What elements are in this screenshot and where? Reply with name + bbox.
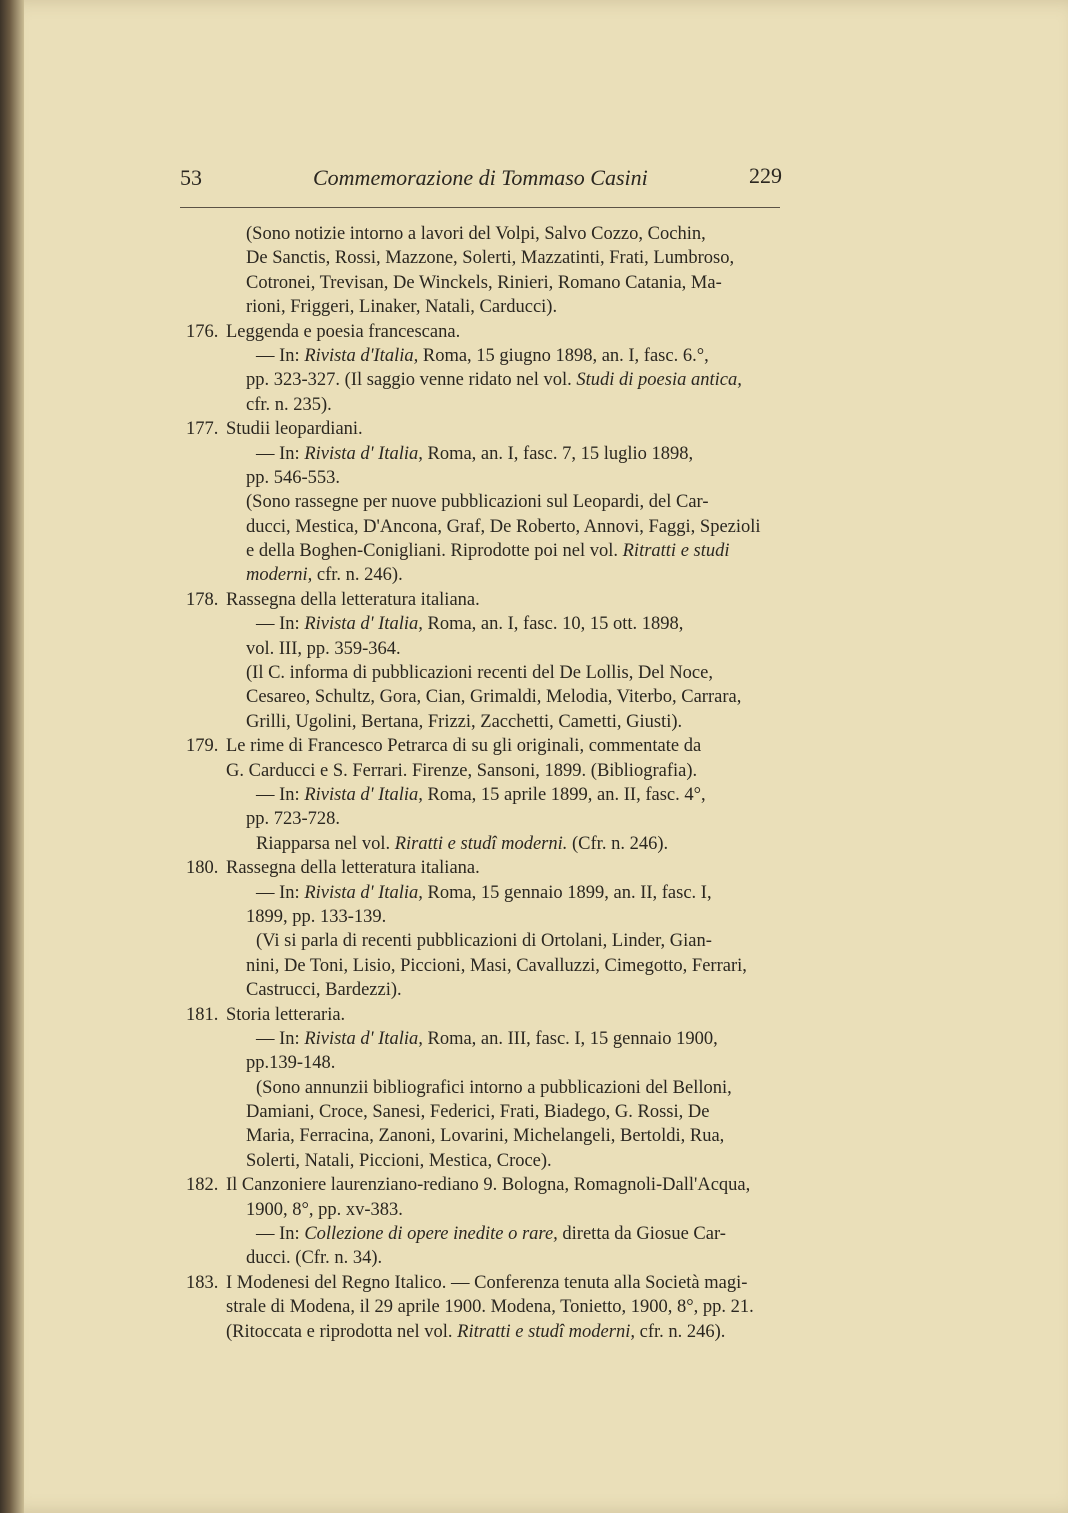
text-line bbox=[186, 344, 790, 368]
line-text: cfr. n. 246). bbox=[312, 565, 403, 586]
page-number-right: 229 bbox=[749, 163, 782, 188]
text-line bbox=[186, 1124, 790, 1148]
line-text: Le rime di Francesco Petrarca di su gli originali, commentate da bbox=[226, 736, 702, 757]
italic-title: Riratti e studî moderni. bbox=[394, 833, 568, 854]
italic-title: Rivista d' Italia, bbox=[304, 882, 423, 903]
text-line bbox=[186, 539, 790, 563]
line-text: Roma, 15 giugno 1898, an. I, fasc. 6.°, bbox=[418, 345, 709, 366]
text-line bbox=[186, 515, 790, 539]
text-line bbox=[186, 1320, 790, 1344]
line-text: Solerti, Natali, Piccioni, Mestica, Croce). bbox=[246, 1150, 552, 1171]
line-text: pp. 723-728. bbox=[246, 809, 341, 830]
text-line bbox=[186, 1100, 790, 1124]
line-text: Grilli, Ugolini, Bertana, Frizzi, Zacchetti, Cametti, Giusti). bbox=[246, 711, 683, 732]
text-line bbox=[186, 637, 790, 661]
text-line bbox=[186, 442, 790, 466]
text-line bbox=[186, 1173, 790, 1197]
line-text: (Il C. informa di pubblicazioni recenti del De Lollis, Del Noce, bbox=[246, 663, 713, 684]
text-line bbox=[186, 222, 790, 246]
book-spine-shadow bbox=[0, 0, 24, 1513]
text-line bbox=[186, 1222, 790, 1246]
text-line bbox=[186, 832, 790, 856]
text-line bbox=[186, 881, 790, 905]
line-text: (Cfr. n. 246). bbox=[567, 833, 669, 854]
italic-title: Studi di poesia antica, bbox=[576, 370, 742, 391]
italic-title: Ritratti e studî moderni, bbox=[457, 1321, 635, 1342]
text-line bbox=[186, 1003, 790, 1027]
line-text: Roma, an. I, fasc. 7, 15 luglio 1898, bbox=[422, 443, 694, 464]
italic-title: Rivista d'Italia, bbox=[304, 345, 419, 366]
entry-number: 176. bbox=[186, 321, 219, 342]
text-line bbox=[186, 246, 790, 270]
line-text: pp. 546-553. bbox=[246, 467, 341, 488]
line-text: strale di Modena, il 29 aprile 1900. Modena, Tonietto, 1900, 8°, pp. 21. bbox=[226, 1297, 754, 1318]
line-text: — In: bbox=[256, 882, 305, 903]
line-text: De Sanctis, Rossi, Mazzone, Solerti, Mazzatinti, Frati, Lumbroso, bbox=[246, 248, 735, 269]
italic-title: Rivista d' Italia, bbox=[304, 614, 423, 635]
text-line bbox=[186, 661, 790, 685]
line-text: Il Canzoniere laurenziano-rediano 9. Bologna, Romagnoli-Dall'Acqua, bbox=[226, 1175, 751, 1196]
text-line bbox=[186, 1027, 790, 1051]
text-line bbox=[186, 710, 790, 734]
line-text: — In: bbox=[256, 443, 305, 464]
text-line bbox=[186, 1271, 790, 1295]
entry-number: 182. bbox=[186, 1175, 219, 1196]
line-text: Cesareo, Schultz, Gora, Cian, Grimaldi, Melodia, Viterbo, Carrara, bbox=[246, 687, 742, 708]
line-text: pp. 323-327. (Il saggio venne ridato nel vol. bbox=[246, 370, 577, 391]
line-text: Rassegna della letteratura italiana. bbox=[226, 589, 480, 610]
line-text: cfr. n. 246). bbox=[634, 1321, 726, 1342]
line-text: Maria, Ferracina, Zanoni, Lovarini, Michelangeli, Bertoldi, Rua, bbox=[246, 1126, 725, 1147]
text-line bbox=[186, 783, 790, 807]
entry-number: 178. bbox=[186, 589, 219, 610]
text-line bbox=[186, 417, 790, 441]
text-line bbox=[186, 954, 790, 978]
bibliography-list bbox=[186, 222, 790, 1344]
line-text: Storia letteraria. bbox=[226, 1004, 346, 1025]
italic-title: moderni, bbox=[246, 565, 313, 586]
entry-number: 181. bbox=[186, 1004, 219, 1025]
text-line bbox=[186, 929, 790, 953]
running-title: Commemorazione di Tommaso Casini bbox=[313, 165, 648, 190]
line-text: e della Boghen-Conigliani. Riprodotte poi nel vol. bbox=[246, 541, 623, 562]
line-text: Roma, 15 gennaio 1899, an. II, fasc. I, bbox=[422, 882, 712, 903]
line-text: Roma, an. I, fasc. 10, 15 ott. 1898, bbox=[422, 614, 684, 635]
line-text: 1899, pp. 133-139. bbox=[246, 906, 387, 927]
text-line bbox=[186, 1076, 790, 1100]
text-line bbox=[186, 1149, 790, 1173]
entry-number: 177. bbox=[186, 419, 219, 440]
entry-number: 180. bbox=[186, 858, 219, 879]
text-line bbox=[186, 393, 790, 417]
line-text: I Modenesi del Regno Italico. — Conferenza tenuta alla Società magi- bbox=[226, 1272, 748, 1293]
header-rule bbox=[180, 207, 780, 208]
text-line bbox=[186, 320, 790, 344]
line-text: rioni, Friggeri, Linaker, Natali, Carducci). bbox=[246, 297, 558, 318]
italic-title: Ritratti e studi bbox=[622, 541, 730, 562]
text-line bbox=[186, 1295, 790, 1319]
text-line bbox=[186, 295, 790, 319]
line-text: ducci. (Cfr. n. 34). bbox=[246, 1248, 383, 1269]
line-text: G. Carducci e S. Ferrari. Firenze, Sansoni, 1899. (Bibliografia). bbox=[226, 760, 698, 781]
line-text: (Vi si parla di recenti pubblicazioni di Ortolani, Linder, Gian- bbox=[256, 931, 712, 952]
line-text: 1900, 8°, pp. xv-383. bbox=[246, 1199, 403, 1220]
line-text: Studii leopardiani. bbox=[226, 419, 363, 440]
text-line bbox=[186, 1246, 790, 1270]
text-line bbox=[186, 563, 790, 587]
line-text: — In: bbox=[256, 345, 305, 366]
italic-title: Rivista d' Italia, bbox=[304, 443, 423, 464]
entry-number: 179. bbox=[186, 736, 219, 757]
line-text: ducci, Mestica, D'Ancona, Graf, De Roberto, Annovi, Faggi, Spezioli bbox=[246, 516, 761, 537]
line-text: (Sono notizie intorno a lavori del Volpi, Salvo Cozzo, Cochin, bbox=[246, 224, 706, 244]
line-text: Roma, 15 aprile 1899, an. II, fasc. 4°, bbox=[422, 784, 706, 805]
line-text: Rassegna della letteratura italiana. bbox=[226, 858, 480, 879]
line-text: Leggenda e poesia francescana. bbox=[226, 321, 461, 342]
line-text: Cotronei, Trevisan, De Winckels, Rinieri, Romano Catania, Ma- bbox=[246, 272, 722, 293]
line-text: — In: bbox=[256, 1028, 305, 1049]
line-text: — In: bbox=[256, 614, 305, 635]
text-line bbox=[186, 466, 790, 490]
line-text: (Sono annunzii bibliografici intorno a pubblicazioni del Belloni, bbox=[256, 1077, 732, 1098]
line-text: cfr. n. 235). bbox=[246, 394, 332, 415]
line-text: diretta da Giosue Car- bbox=[557, 1224, 726, 1245]
entry-number: 183. bbox=[186, 1272, 219, 1293]
text-line bbox=[186, 856, 790, 880]
line-text: (Ritoccata e riprodotta nel vol. bbox=[226, 1321, 458, 1342]
text-line bbox=[186, 368, 790, 392]
text-line bbox=[186, 807, 790, 831]
line-text: Roma, an. III, fasc. I, 15 gennaio 1900, bbox=[422, 1028, 718, 1049]
text-line bbox=[186, 1051, 790, 1075]
line-text: vol. III, pp. 359-364. bbox=[246, 638, 401, 659]
text-line bbox=[186, 978, 790, 1002]
line-text: nini, De Toni, Lisio, Piccioni, Masi, Cavalluzzi, Cimegotto, Ferrari, bbox=[246, 955, 747, 976]
line-text: pp.139-148. bbox=[246, 1053, 336, 1074]
running-head bbox=[180, 165, 780, 197]
line-text: Damiani, Croce, Sanesi, Federici, Frati, Biadego, G. Rossi, De bbox=[246, 1102, 710, 1123]
italic-title: Rivista d' Italia, bbox=[304, 1028, 423, 1049]
line-text: — In: bbox=[256, 784, 305, 805]
line-text: (Sono rassegne per nuove pubblicazioni sul Leopardi, del Car- bbox=[246, 492, 709, 513]
page-number-left: 53 bbox=[180, 165, 202, 190]
line-text: — In: bbox=[256, 1224, 305, 1245]
text-line bbox=[186, 685, 790, 709]
line-text: Riapparsa nel vol. bbox=[256, 833, 395, 854]
text-line bbox=[186, 734, 790, 758]
text-line bbox=[186, 490, 790, 514]
text-line bbox=[186, 1198, 790, 1222]
line-text: Castrucci, Bardezzi). bbox=[246, 980, 402, 1001]
italic-title: Collezione di opere inedite o rare, bbox=[304, 1224, 558, 1245]
text-line bbox=[186, 759, 790, 783]
text-line bbox=[186, 612, 790, 636]
text-line bbox=[186, 271, 790, 295]
italic-title: Rivista d' Italia, bbox=[304, 784, 423, 805]
text-line bbox=[186, 588, 790, 612]
text-line bbox=[186, 905, 790, 929]
